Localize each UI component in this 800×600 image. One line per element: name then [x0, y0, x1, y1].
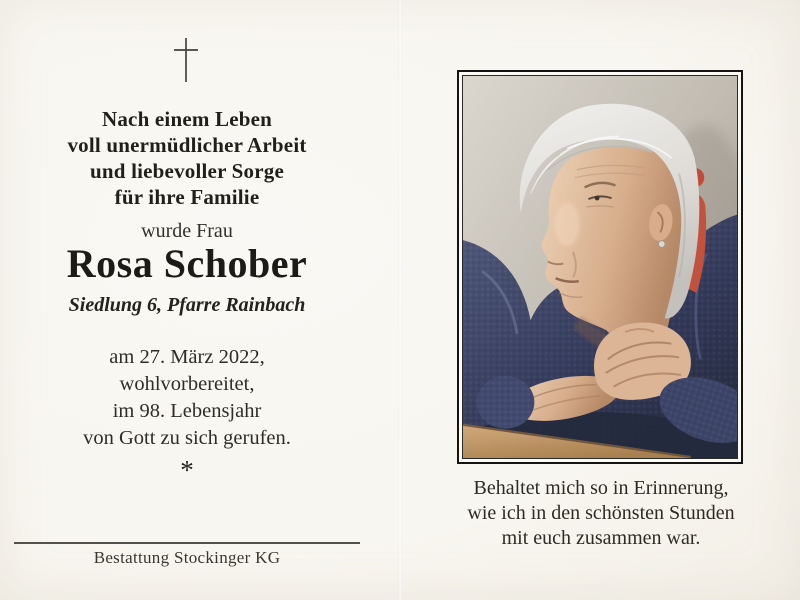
intro-verse	[0, 106, 374, 210]
funeral-home-rule	[14, 542, 360, 544]
passing-text-line: wohlvorbereitet,	[119, 373, 255, 395]
photo-inner-border	[462, 75, 738, 459]
funeral-home-name: Bestattung Stockinger KG	[93, 548, 281, 567]
intro-verse-line: und liebevoller Sorge	[90, 159, 284, 183]
lead-in-text: wurde Frau	[141, 220, 233, 242]
passing-text	[0, 344, 374, 452]
photo-caption-line: wie ich in den schönsten Stunden	[467, 502, 735, 524]
asterisk-separator: *	[180, 455, 194, 485]
passing-text-line: im 98. Lebensjahr	[112, 400, 262, 422]
photo-caption-line: Behaltet mich so in Erinnerung,	[473, 477, 729, 499]
deceased-origin: Siedlung 6, Pfarre Rainbach	[68, 294, 306, 316]
deceased-name: Rosa Schober	[66, 241, 308, 286]
portrait-photo	[463, 76, 737, 458]
intro-verse-line: für ihre Familie	[114, 185, 260, 209]
latin-cross-icon	[173, 36, 199, 84]
photo-caption	[431, 476, 771, 551]
intro-verse-line: voll unermüdlicher Arbeit	[67, 133, 307, 157]
intro-verse-line: Nach einem Leben	[101, 107, 273, 131]
right-page	[400, 0, 800, 600]
photo-frame	[457, 70, 743, 464]
photo-caption-line: mit euch zusammen war.	[501, 527, 701, 549]
passing-text-line: von Gott zu sich gerufen.	[83, 427, 291, 449]
left-page	[0, 0, 374, 600]
passing-text-line: am 27. März 2022,	[109, 346, 265, 368]
